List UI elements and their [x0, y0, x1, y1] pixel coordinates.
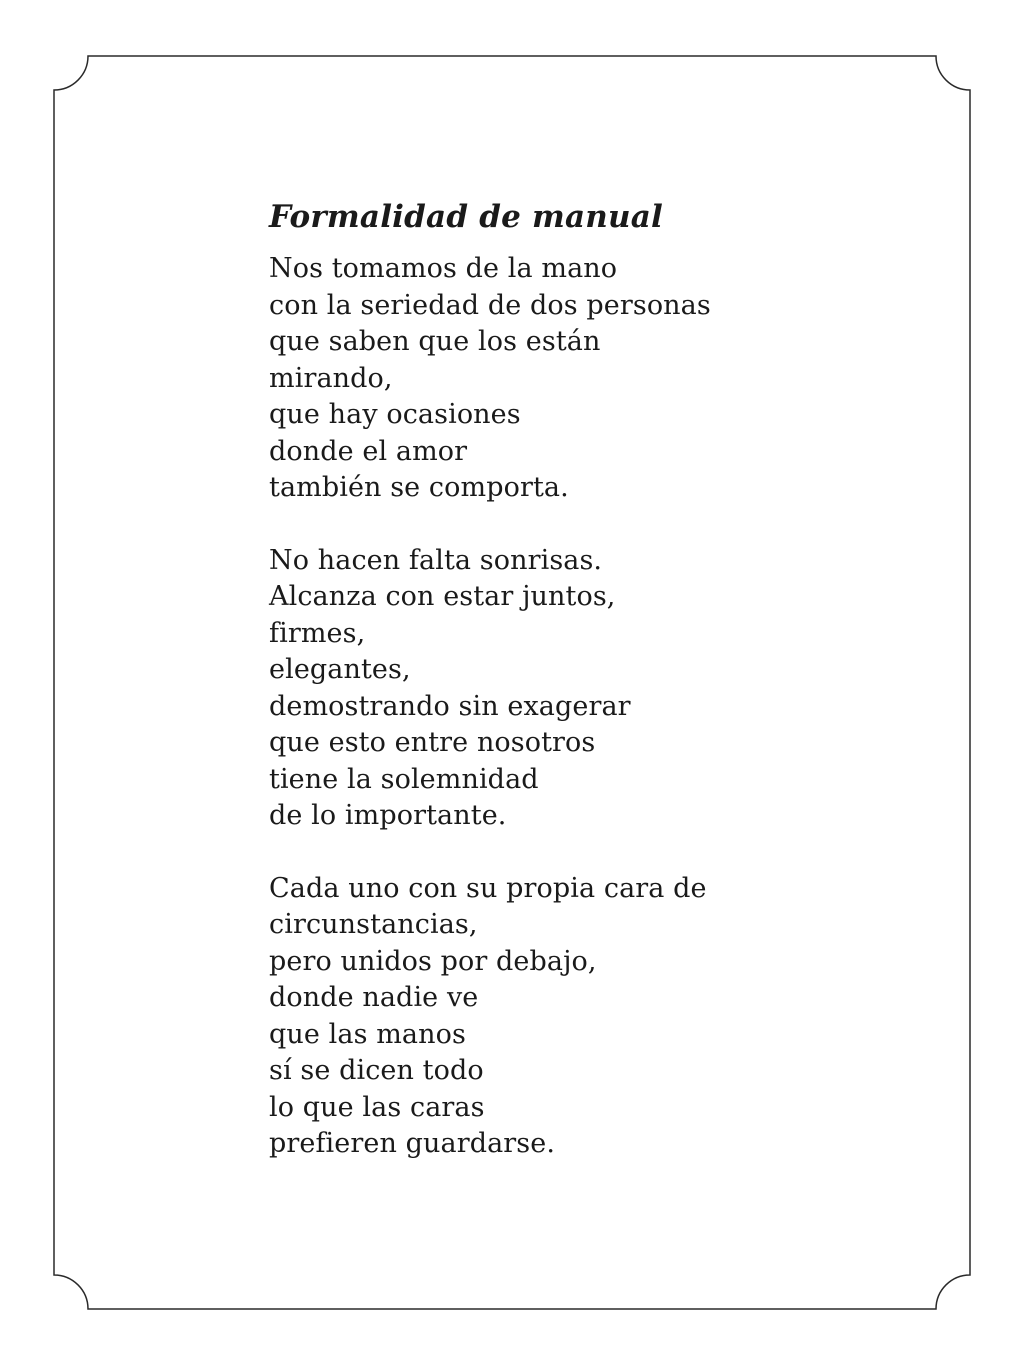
verse-line: con la seriedad de dos personas [269, 289, 711, 321]
verse-line: Nos tomamos de la mano [269, 253, 618, 284]
poem-title: Formalidad de manual [269, 199, 664, 235]
verse-line: circunstancias, [269, 909, 478, 940]
verse-line: que saben que los están [269, 326, 601, 357]
verse-line: que esto entre nosotros [269, 727, 596, 758]
verse-line: demostrando sin exagerar [269, 690, 631, 722]
verse-line: sí se dicen todo [269, 1055, 484, 1086]
verse-line: prefieren guardarse. [269, 1128, 556, 1159]
verse-line: pero unidos por debajo, [269, 945, 597, 977]
verse-line: que las manos [269, 1018, 466, 1050]
verse-line: tiene la solemnidad [269, 763, 539, 795]
verse-line: donde el amor [269, 435, 468, 467]
verse-line: mirando, [269, 362, 393, 394]
verse-line: también se comporta. [269, 472, 569, 503]
stanza-2 [269, 543, 909, 835]
verse-line: Alcanza con estar juntos, [269, 581, 616, 612]
stanza-1 [269, 251, 909, 507]
stanza-3 [269, 871, 909, 1163]
verse-line: que hay ocasiones [269, 399, 521, 430]
verse-line: No hacen falta sonrisas. [269, 544, 603, 576]
verse-line: Cada uno con su propia cara de [269, 872, 707, 904]
verse-line: de lo importante. [269, 800, 507, 831]
poem [269, 196, 909, 1199]
verse-line: firmes, [269, 617, 366, 649]
verse-line: elegantes, [269, 654, 411, 685]
verse-line: lo que las caras [269, 1091, 485, 1123]
verse-line: donde nadie ve [269, 982, 479, 1013]
